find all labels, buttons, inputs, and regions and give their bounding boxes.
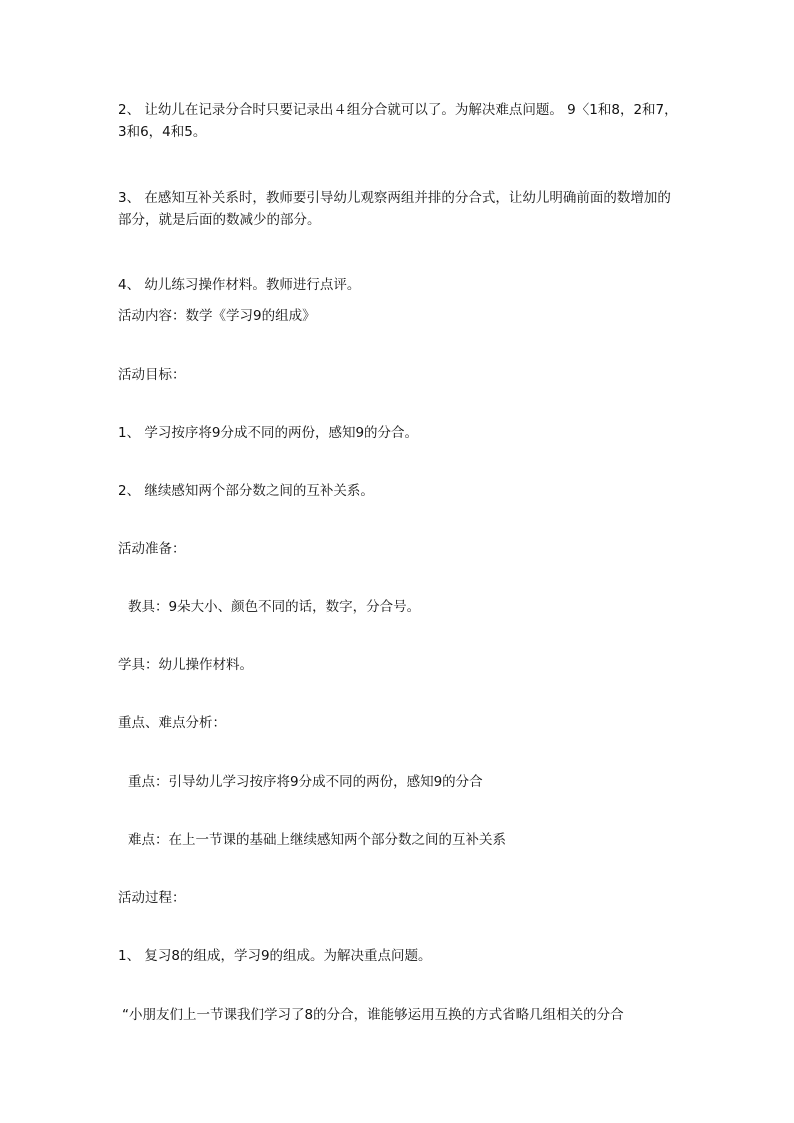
paragraph-step-3: 3、 在感知互补关系时，教师要引导幼儿观察两组并排的分合式，让幼儿明确前面的数增加的部分，就是后面的数减少的部分。	[118, 190, 671, 228]
learning-aids-text: 学具：幼儿操作材料。	[118, 657, 253, 673]
paragraph-step-4: 4、 幼儿练习操作材料。教师进行点评。	[118, 277, 361, 293]
goal-item-2: 2、 继续感知两个部分数之间的互补关系。	[118, 483, 374, 499]
activity-content-heading: 活动内容：数学《学习9的组成》	[118, 308, 316, 324]
activity-preparation-heading: 活动准备：	[118, 541, 186, 557]
key-point-text: 重点：引导幼儿学习按序将9分成不同的两份，感知9的分合	[128, 774, 483, 790]
goal-item-1: 1、 学习按序将9分成不同的两份，感知9的分合。	[118, 425, 419, 441]
process-step-1-dialogue: “小朋友们上一节课我们学习了8的分合，谁能够运用互换的方式省略几组相关的分合	[122, 1007, 624, 1023]
activity-goals-heading: 活动目标：	[118, 367, 186, 383]
paragraph-step-2: 2、 让幼儿在记录分合时只要记录出４组分合就可以了。为解决难点问题。 9〈1和8，2和7，3和6，4和5。	[118, 102, 678, 140]
key-points-heading: 重点、难点分析：	[118, 715, 226, 731]
teaching-aids-text: 教具：9朵大小、颜色不同的话，数字，分合号。	[128, 599, 421, 615]
difficult-point-text: 难点：在上一节课的基础上继续感知两个部分数之间的互补关系	[128, 832, 506, 848]
activity-process-heading: 活动过程：	[118, 890, 186, 906]
process-step-1: 1、 复习8的组成，学习9的组成。为解决重点问题。	[118, 948, 432, 964]
